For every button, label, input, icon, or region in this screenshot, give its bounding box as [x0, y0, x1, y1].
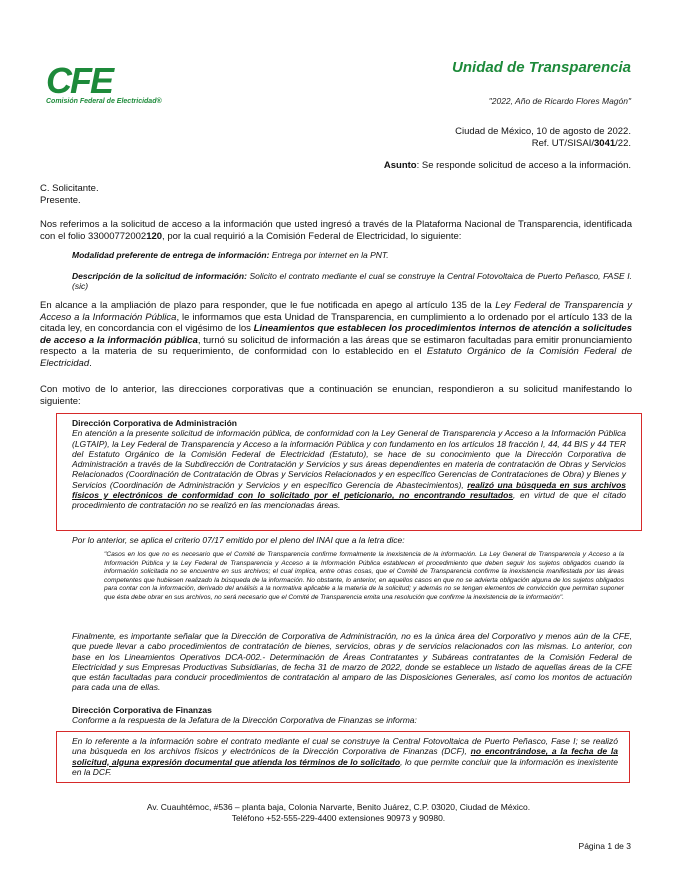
page-number: Página 1 de 3	[578, 841, 631, 851]
descripcion-value: Solicito el contrato mediante el cual se construye la Central Fotovoltaica de Puerto Peñasco, FASE I. (sic)	[72, 271, 632, 292]
footer-phone: Teléfono +52-555-229-4400 extensiones 90973 y 90980.	[231, 812, 446, 823]
finanzas-emphasis: no encontrándose, a la fecha de la solicitud, alguna expresión documental que atienda los términos de lo solicitado	[72, 746, 618, 767]
cfe-logo	[46, 60, 186, 108]
finanzas-title: Dirección Corporativa de Finanzas	[72, 705, 212, 715]
ampliacion-t7: .	[89, 357, 92, 369]
criterio-quote: "Casos en los que no es necesario que el Comité de Transparencia confirme formalmente la inexistencia de la información. La Ley General de Transparencia y Acceso a la Información Pública y la Ley Federal de Transparencia y Acceso a la Información Pública establecen el procedimiento que deben seguir los sujetos obligados cuando la información solicitada no se encuentre en sus archivos; el cual implica, entre otras cosas, que el Comité de Transparencia confirme la inexistencia manifestada por las áreas competentes que hubiesen realizado la búsqueda de la información. No obstante, lo anterior, en aquellos casos en que no se advierta obligación alguna de los sujetos obligados para contar con la información, derivado del análisis a la normativa aplicable a la materia de la solicitud; y además no se tengan elementos de convicción que permitan suponer que ésta debe obrar en sus archivos, no será necesario que el Comité de Transparencia emita una resolución que confirme la inexistencia de la información".	[104, 551, 624, 601]
administracion-body-text: En atención a la presente solicitud de información pública, de conformidad con la Ley General de Transparencia y Acceso a la Información Pública (LGTAIP), la Ley Federal de Transparencia y Acceso a la información Pública y con fundamento en los artículos 18 fracción I, 44, 44 BIS y 44 TER del Estatuto Orgánico de la Comisión Federal de Electricidad (Estatuto), se hace de su conocimiento que la Dirección Corporativa de Administración a través de la Subdirección de Contratación y Servicios y sus áreas dependientes en materia de contratación de Obras y Servicios Relacionados (Coordinación de Contratación de Obras y Servicios Relacionados y en específico Gerencias de Contrataciones de Obra) y Bienes y Servicios (Coordinación de Administración y Servicios y en específico Gerencia de Abastecimientos),	[72, 428, 626, 490]
ref-number: 3041	[594, 138, 616, 149]
finanzas-section	[72, 705, 632, 726]
administracion-section	[72, 418, 626, 511]
date-reference-block	[455, 126, 631, 150]
recipient	[40, 183, 632, 206]
modalidad-line	[72, 250, 632, 260]
finalmente-paragraph: Finalmente, es importante señalar que la Dirección de Corporativa de Administración, no es la única área del Corporativo y menos aún de la CFE, que puede llevar a cabo procedimientos de contratación de bienes, servicios, obras y de servicios relacionados con las mismas. Lo anterior, con base en los Lineamientos Operativos DCA-002.- Determinación de Áreas Contratantes y Subáreas contratantes de la Comisión Federal de Electricidad y sus Empresas Productivas Subsidiarias, de fecha 31 de marzo de 2022, donde se establece un listado de aquellas áreas de la CFE que están facultadas para conducir procedimientos de contratación al amparo de las Disposiciones Generales, así como los montos de actuación para cada una de ellas.	[72, 631, 632, 693]
ampliacion-t5: , turnó su solicitud de información a las áreas que se estimaron facultadas para emitir pronunciamiento respecto a la materia de su requerimiento, de conformidad con lo establecido en el	[40, 334, 632, 357]
finanzas-body	[72, 736, 618, 777]
subject-line	[384, 160, 631, 171]
criterio-intro: Por lo anterior, se aplica el criterio 07/17 emitido por el pleno del INAI que a la letra dice:	[72, 535, 405, 545]
finanzas-body-text: En lo referente a la información sobre el contrato mediante el cual se construye la Central Fotovoltaica de Puerto Peñasco, Fase I; se realizó una búsqueda en los archivos físicos y electrónicos de la Dirección Corporativa de Finanzas (DCF),	[72, 736, 618, 757]
ampliacion-t1: En alcance a la ampliación de plazo para responder, que le fue notificada en apego al artículo 135 de la	[40, 300, 496, 311]
finanzas-intro: Conforme a la respuesta de la Jefatura de la Dirección Corporativa de Finanzas se informa:	[72, 715, 417, 726]
administracion-title: Dirección Corporativa de Administración	[72, 418, 237, 428]
cfe-logo-text: CFE	[46, 60, 112, 101]
motivo-paragraph: Con motivo de lo anterior, las direcciones corporativas que a continuación se enuncian, respondieron a su solicitud manifestando lo siguiente:	[40, 384, 632, 407]
year-motto: "2022, Año de Ricardo Flores Magón"	[488, 96, 631, 106]
subject-label: Asunto	[383, 160, 417, 171]
date-line: Ciudad de México, 10 de agosto de 2022.	[455, 126, 631, 137]
ampliacion-estatuto: Estatuto Orgánico de la Comisión Federal de Electricidad	[40, 346, 632, 369]
administracion-emphasis: realizó una búsqueda en sus archivos físicos y electrónicos de conformidad con lo solicitado por el peticionario, no encontrando resultados	[72, 479, 626, 501]
descripcion-line	[72, 271, 632, 292]
modalidad-value: Entrega por internet en la PNT.	[269, 250, 389, 260]
ref-prefix: Ref. UT/SISAI/	[531, 138, 594, 149]
cfe-logo-subtitle: Comisión Federal de Electricidad®	[46, 98, 162, 105]
intro-text-2: , por la cual requirió a la Comisión Federal de Electricidad, lo siguiente:	[162, 230, 462, 242]
intro-text-1: Nos referimos a la solicitud de acceso a la información que usted ingresó a través de la Plataforma Nacional de Transparencia, identificada con el folio 33000772002	[40, 219, 632, 242]
recipient-line1: C. Solicitante.	[40, 183, 99, 194]
footer-address-block	[0, 802, 677, 823]
reference-line	[455, 138, 631, 150]
modalidad-label: Modalidad preferente de entrega de información:	[72, 250, 270, 260]
ampliacion-law-name: Ley Federal de Transparencia y Acceso a la Información Pública	[40, 300, 632, 323]
subject-text: : Se responde solicitud de acceso a la información.	[416, 160, 631, 171]
ampliacion-lineamientos: Lineamientos que establecen los procedimientos internos de atención a solicitudes de acceso a la información pública	[40, 323, 632, 346]
ampliacion-t3: , le informamos que esta Unidad de Transparencia, en cumplimiento a lo ordenado por el artículo 133 de la citada ley, en concordancia con el vigésimo de los	[40, 311, 632, 334]
administracion-body	[72, 428, 626, 510]
folio-number: 120	[146, 230, 163, 242]
footer-address: Av. Cuauhtémoc, #536 – planta baja, Colonia Narvarte, Benito Juárez, C.P. 03020, Ciudad de México.	[146, 802, 531, 812]
descripcion-label: Descripción de la solicitud de información:	[72, 271, 247, 281]
unit-title: Unidad de Transparencia	[452, 59, 631, 76]
finanzas-body-end: , lo que permite concluir que la información es inexistente en la DCF.	[72, 756, 618, 777]
intro-paragraph	[40, 219, 632, 242]
administracion-body-end: , en virtud de que el citado procedimiento de contratación no se realizó en las mencionadas áreas.	[72, 490, 626, 511]
ampliacion-paragraph	[40, 300, 632, 369]
ref-suffix: /22.	[615, 138, 631, 149]
recipient-line2: Presente.	[40, 194, 81, 206]
